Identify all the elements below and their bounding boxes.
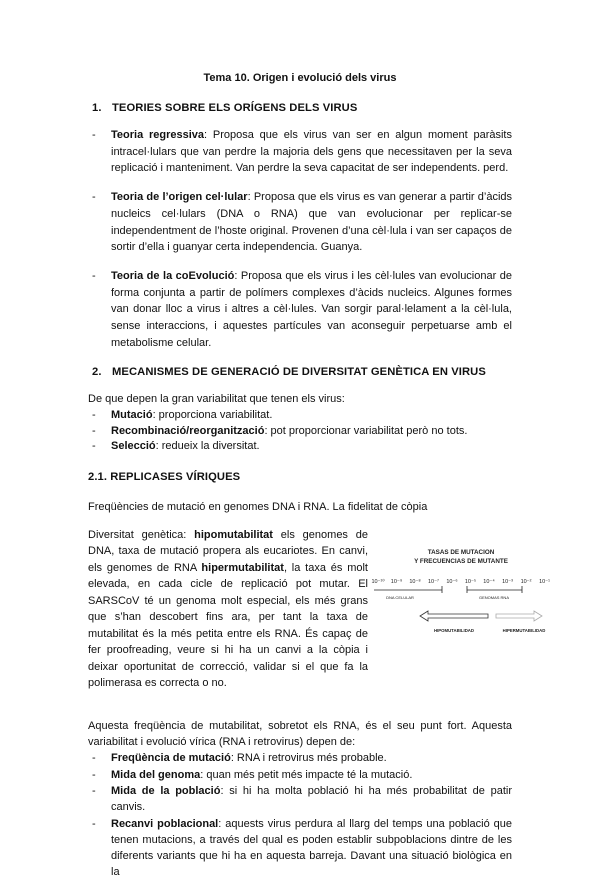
bold-term: hipomutabilitat — [194, 528, 273, 541]
item-term: Mutació — [111, 409, 153, 422]
mutation-rate-figure — [370, 545, 550, 655]
scale-label: 10⁻¹ — [539, 578, 550, 585]
list-item: - Mida del genoma: quan més petit més impacte té la mutació. — [92, 768, 413, 781]
subsection-subtitle: Freqüències de mutació en genomes DNA i RNA. La fidelitat de còpia — [88, 500, 428, 513]
list-item: - Mida de la població: si hi ha molta població hi ha més probabilitat de patir canvis. — [92, 785, 512, 814]
scale-label: 10⁻¹⁰ — [371, 578, 385, 585]
item-term: Teoria de la coEvolució — [111, 269, 235, 282]
item-text: : quan més petit més impacte té la mutació. — [200, 768, 413, 781]
scale-label: 10⁻⁶ — [446, 578, 458, 585]
figure-title-2: Y FRECUENCIAS DE MUTANTE — [414, 557, 508, 565]
range-label-dna: DNA CELULAR — [386, 594, 414, 600]
figure-title-1: TASAS DE MUTACION — [427, 548, 495, 556]
item-term: Teoria de l’origen cel·lular — [111, 191, 248, 204]
item-text: : redueix la diversitat. — [155, 440, 260, 453]
range-label-rna: GENOMAS RNA — [478, 594, 510, 600]
scale-label: 10⁻⁹ — [390, 578, 403, 585]
arrow-label-hyper: HIPERMUTABILIDAD — [502, 627, 546, 633]
list-item: - Recanvi poblacional: aquests virus perdura al llarg del temps una població que tenen mutacions, a través del qual es poden establir subpoblacions dintre de les diferents variants que hi ha en aquesta barreja. Davant una situació biològica en la — [92, 817, 512, 879]
list-item: - Freqüència de mutació: RNA i retrovirus més probable. — [92, 752, 387, 765]
item-term: Recanvi poblacional — [111, 817, 219, 830]
list-item: - Recombinació/reorganització: pot proporcionar variabilitat però no tots. — [92, 424, 468, 437]
bold-term: hipermutabilitat — [201, 561, 284, 574]
item-text: : pot proporcionar variabilitat però no tots. — [264, 424, 468, 437]
item-text: : Proposa que els virus i les cèl·lules van evolucionar de forma conjunta a partir de polímers complexes d’àcids nucleics. Algunes formes van donar lloc a virus i altres a cèl·lules. Van sorgir paral·lelament a la cèl·lula, sense interaccions, i aquestes partícules van aconseguir perpetuarse amb el metabolisme celular. — [111, 269, 512, 349]
section-2-intro: De que depen la gran variabilitat que tenen els virus: — [88, 393, 345, 406]
list-item: - Selecció: redueix la diversitat. — [92, 440, 260, 453]
section-2-heading — [92, 365, 512, 379]
item-term: Mida de la població — [111, 785, 221, 797]
item-text: : Proposa que els virus es van generar a partir d’àcids nucleics cel·lulars (DNA o RNA) que van evolucionar per replicar-se independentment de l’hoste original. Provenen d’una cèl·lula i van ser capaços de sortir d’ella i guanyar certa independencia. Guanya. — [111, 191, 513, 254]
item-text: : si hi ha molta població hi ha més probabilitat de patir canvis. — [111, 785, 512, 814]
section-number: 1. — [92, 102, 102, 114]
list-item: - Teoria regressiva: Proposa que els virus van ser en algun moment paràsits intracel·lulars que van perdre la majoria dels gens que necessitaven per la seva replicació i manteniment. Van perdre la seva capacitat de ser independents. perd. — [92, 129, 512, 175]
list-item: - Teoria de la coEvolució: Proposa que els virus i les cèl·lules van evolucionar de forma conjunta a partir de polímers complexes d’àcids nucleics. Algunes formes van donar lloc a virus i altres a cèl·lules. Van sorgir paral·lelament a la cèl·lula, sense interaccions, i aquestes partícules van aconseguir perpetuarse amb el metabolisme celular. — [92, 269, 512, 349]
document-title: Tema 10. Origen i evolució dels virus — [203, 72, 397, 84]
mutability-paragraph: Aquesta freqüència de mutabilitat, sobretot els RNA, és el seu punt fort. Aquesta variabilitat i evolució vírica (RNA i retrovirus) depen de: — [88, 719, 512, 749]
item-term: Freqüència de mutació — [111, 752, 231, 765]
scale-label: 10⁻⁸ — [409, 578, 421, 585]
scale-label: 10⁻⁷ — [427, 578, 440, 585]
subsection-heading: 2.1. REPLICASES VÍRIQUES — [88, 470, 241, 483]
item-text: : Proposa que els virus van ser en algun moment paràsits intracel·lulars que van perdre la majoria dels gens que necessitaven per la seva replicació i manteniment. Van perdre la seva capacitat de ser independents. perd. — [111, 129, 512, 175]
item-text: : proporciona variabilitat. — [152, 409, 273, 422]
item-term: Teoria regressiva — [111, 129, 205, 141]
item-term: Recombinació/reorganització — [111, 424, 265, 437]
section-number: 2. — [92, 366, 102, 379]
left-arrow-icon — [420, 611, 488, 621]
scale-label: 10⁻⁴ — [483, 578, 495, 585]
item-text: : aquests virus perdura al llarg del temps una població que tenen mutacions, a través del qual es poden establir subpoblacions dintre de les diferents variants que hi ha en aquesta barreja. Davant una situació biològica en la — [111, 817, 512, 879]
scale-label: 10⁻² — [520, 578, 532, 585]
list-item: - Teoria de l’origen cel·lular: Proposa que els virus es van generar a partir d’àcids nucleics cel·lulars (DNA o RNA) que van evolucionar per replicar-se independentment de l’hoste original. Provenen d’una cèl·lula i van ser capaços de sortir d’ella i guanyar certa independencia. Guanya. — [92, 191, 513, 254]
diversity-paragraph — [88, 527, 368, 692]
section-title: TEORIES SOBRE ELS ORÍGENS DELS VIRUS — [112, 102, 358, 114]
scale-label: 10⁻³ — [502, 578, 513, 585]
item-text: : RNA i retrovirus més probable. — [230, 752, 387, 765]
right-arrow-icon — [496, 611, 542, 621]
list-item: - Mutació: proporciona variabilitat. — [92, 409, 273, 422]
item-term: Selecció — [111, 440, 156, 453]
scale-label: 10⁻⁵ — [464, 578, 477, 585]
text: Diversitat genètica: — [88, 528, 195, 541]
text: els genomes de DNA, taxa de mutació propera als eucariotes. En canvi, els genomes de RNA — [88, 528, 368, 574]
item-term: Mida del genoma — [111, 768, 201, 781]
section-title: MECANISMES DE GENERACIÓ DE DIVERSITAT GENÈTICA EN VIRUS — [112, 366, 486, 379]
text: , la taxa és molt elevada, en cada cicle de replicació pot mutar. El SARSCoV té un genoma molt especial, els més grans que s’han descobert fins ara, per tant la taxa de mutabilitat és la més petita entre els RNA. És capaç de fer proofreading, veure si hi ha un canvi a la còpia i deixar oportunitat de correcció, validar si el que fa la polimerasa es correcta o no. — [88, 561, 368, 690]
arrow-label-hypo: HIPOMUTABILIDAD — [433, 627, 475, 633]
section-1-heading — [92, 101, 512, 115]
diversity-section — [88, 527, 550, 692]
